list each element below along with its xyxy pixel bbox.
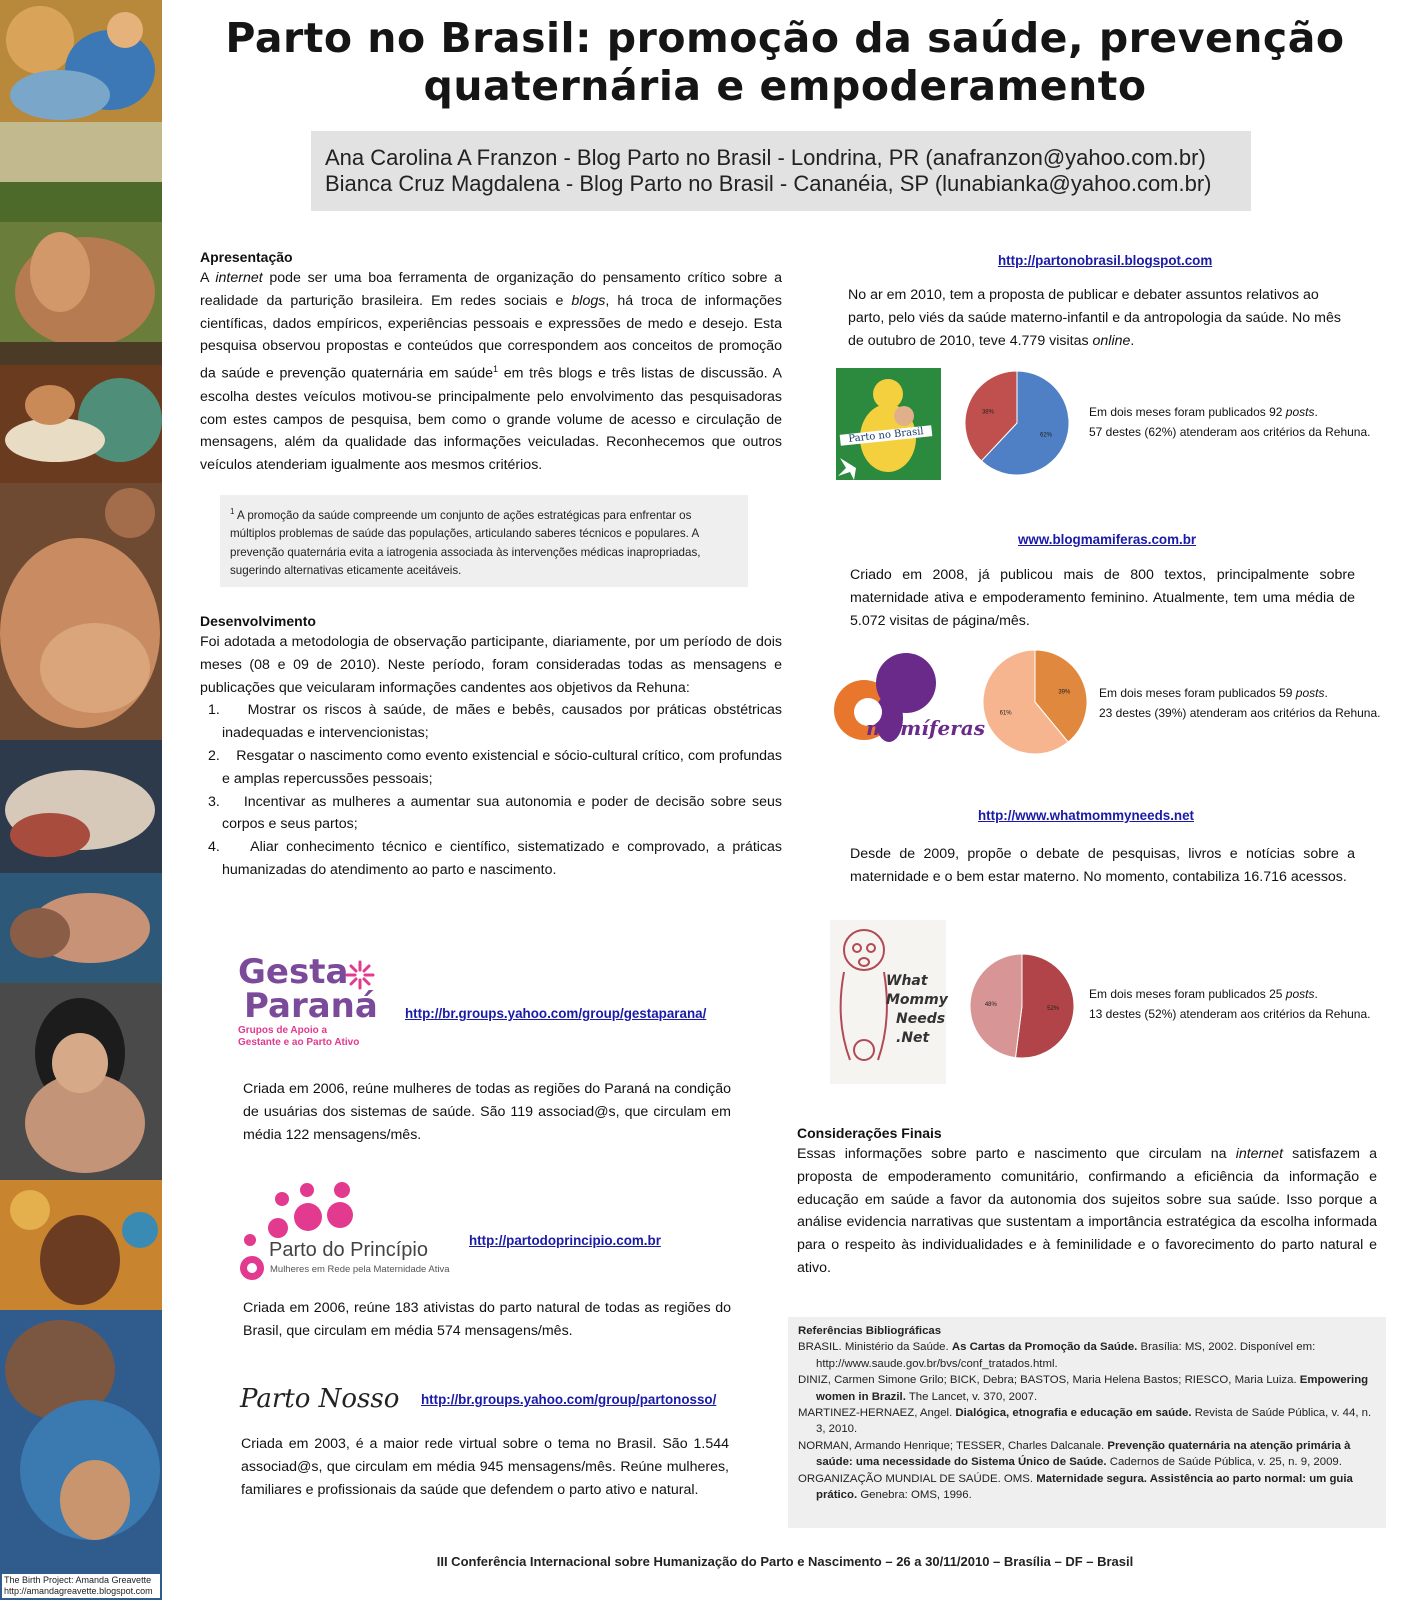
list-item: 4. Aliar conhecimento técnico e científico, sistematizado e comprovado, a práticas humanizadas do atendimento ao parto e nascimento. <box>208 839 782 878</box>
artwork-strip <box>0 0 162 1600</box>
parto-no-brasil-logo: Parto no Brasil <box>836 368 941 480</box>
painting-panel <box>0 1310 162 1600</box>
logo-tagline: Grupos de Apoio a <box>238 1025 328 1036</box>
references-box <box>788 1317 1386 1528</box>
pie-data-label: 39% <box>1058 689 1071 696</box>
gesta-parana-text: Criada em 2006, reúne mulheres de todas as regiões do Paraná na condição de usuárias dos sistemas de saúde. São 119 associad@s, que circulam em média 122 mensagens/mês. <box>243 1081 731 1143</box>
painting-panel <box>0 740 162 873</box>
footnote-box: $^1$ A promoção da saúde compreende um conjunto de ações estratégicas para enfrentar os múltiplos problemas de saúde das populações, articulando saberes técnicos e populares. A prevenção quaternária evita a iatrogenia associada às intervenções médicas inapropriadas, sugerindo alternativas eticamente aceitáveis. <box>220 495 748 587</box>
list-item: 2. Resgatar o nascimento como evento existencial e sócio-cultural crítico, com profundas e amplas repercussões pessoais; <box>208 747 782 787</box>
pie-data-label: 62% <box>1040 432 1053 439</box>
whatmommyneeds-link[interactable]: http://www.whatmommyneeds.net <box>978 808 1195 823</box>
whatmommyneeds-text: Desde de 2009, propõe o debate de pesquisas, livros e notícias sobre a maternidade e o bem estar materno. No momento, contabiliza 16.716 acessos. <box>850 846 1355 885</box>
mamiferas-caption: Em dois meses foram publicados 59 posts. 23 destes (39%) atenderam aos critérios da Rehuna. <box>1099 686 1381 720</box>
title-line-1: Parto no Brasil: promoção da saúde, prevenção <box>225 14 1345 62</box>
gesta-parana-link[interactable]: http://br.groups.yahoo.com/group/gestaparana/ <box>405 1006 707 1021</box>
parto-do-principio-logo-text: Parto do Princípio <box>269 1239 428 1261</box>
list-item: 1. Mostrar os riscos à saúde, de mães e bebês, causados por práticas obstétricas inadequadas e intervencionistas; <box>208 702 782 742</box>
pie-data-label: 61% <box>999 710 1012 717</box>
conference-footer: III Conferência Internacional sobre Humanização do Parto e Nascimento – 26 a 30/11/2010 – Brasília – DF – Brasil <box>436 1554 1134 1569</box>
mamiferas-logo: mamíferas <box>834 648 974 748</box>
credit-url: http://amandagreavette.blogspot.com <box>4 1586 153 1596</box>
consideracoes-section <box>797 1123 1377 1280</box>
poster-title <box>200 14 1370 110</box>
whatmommyneeds-caption: Em dois meses foram publicados 25 posts. 13 destes (52%) atenderam aos critérios da Rehuna. <box>1089 987 1371 1021</box>
section-heading: Considerações Finais <box>797 1125 942 1141</box>
desenvolvimento-intro: Foi adotada a metodologia de observação participante, diariamente, por um período de dois meses (08 e 09 de 2010). Neste período, foram consideradas todas as mensagens e publicações que veicularam informações candentes aos objetivos da Rehuna: <box>200 634 782 696</box>
pie-chart-2 <box>981 648 1089 756</box>
apresentacao-text: A internet pode ser uma boa ferramenta de organização do pensamento crítico sobre a realidade da parturição brasileira. Em redes sociais e blogs, há troca de informações científicas, dados empíricos, experiências pessoais e expressões de medo e desejo. Esta pesquisa observou propostas e conteúdos que correspondem aos conceitos de promoção da saúde e prevenção quaternária em saúde$^1$ em três blogs e três listas de discussão. A escolha destes veículos motivou-se principalmente pelo envolvimento das pesquisadoras com estes campos de pesquisa, bem como o grande volume de acesso e circulação de mensagens, além da qualidade das informações veiculadas. Reconhecemos que outros veículos atenderiam igualmente aos mesmos critérios. <box>200 270 783 474</box>
reference-item: BRASIL. Ministério da Saúde. As Cartas da Promoção da Saúde. Brasília: MS, 2002. Disponível em: http://www.saude.gov.br/bvs/conf_tratados.html. <box>798 1341 1316 1370</box>
title-line-2: quaternária e empoderamento <box>423 62 1147 110</box>
desenvolvimento-section <box>200 611 782 882</box>
flower-icon <box>345 960 375 990</box>
painting-panel <box>0 122 162 365</box>
list-item: 3. Incentivar as mulheres a aumentar sua autonomia e poder de decisão sobre seus corpos e seus partos; <box>208 793 782 833</box>
mamiferas-link[interactable]: www.blogmamiferas.com.br <box>1018 532 1197 547</box>
consideracoes-text: Essas informações sobre parto e nascimento que circulam na internet satisfazem a proposta de empoderamento comunitário, confirmando a eficiência da informação e educação em saúde a favor da autonomia dos sujeitos sobre sua saúde. Isso porque a análise evidencia narrativas que sustentam a importância estratégica da escolha informada para o respeito às individualidades e à feminilidade e o favorecimento do parto natural e ativo. <box>797 1146 1377 1276</box>
parto-nosso-link[interactable]: http://br.groups.yahoo.com/group/partonosso/ <box>421 1392 717 1407</box>
author-line-2: Bianca Cruz Magdalena - Blog Parto no Brasil - Cananéia, SP (lunabianka@yahoo.com.br) <box>325 171 1212 196</box>
logo-text: Paraná <box>244 986 378 1026</box>
pie-slice <box>1015 954 1074 1058</box>
painting-panel <box>0 983 162 1180</box>
painting-panel <box>0 873 162 983</box>
parto-nosso-text: Criada em 2003, é a maior rede virtual sobre o tema no Brasil. São 1.544 associad@s, que circulam em média 945 mensagens/mês. Reúne mulheres, familiares e profissionais da saúde que defendem o parto ativo e natural. <box>241 1436 729 1498</box>
reference-item: ORGANIZAÇÃO MUNDIAL DE SAÚDE. OMS. Maternidade segura. Assistência ao parto normal: um guia prático. Genebra: OMS, 1996. <box>798 1472 1353 1502</box>
parto-no-brasil-text: No ar em 2010, tem a proposta de publicar e debater assuntos relativos ao parto, pelo viés da saúde materno-infantil e da antropologia da saúde. No mês de outubro de 2010, teve 4.779 visitas online. <box>848 287 1341 349</box>
painting-panel <box>0 0 162 122</box>
credit-line: The Birth Project: Amanda Greavette <box>4 1575 152 1585</box>
parto-no-brasil-link[interactable]: http://partonobrasil.blogspot.com <box>998 253 1213 268</box>
parto-do-principio-link[interactable]: http://partodoprincipio.com.br <box>469 1233 661 1248</box>
reference-item: MARTINEZ-HERNAEZ, Angel. Dialógica, etnografia e educação em saúde. Revista de Saúde Pública, v. 44, n. 3, 2010. <box>798 1407 1372 1436</box>
pie-data-label: 38% <box>981 409 994 416</box>
apresentacao-section <box>200 247 782 477</box>
mamiferas-text: Criado em 2008, já publicou mais de 800 textos, principalmente sobre maternidade ativa e empoderamento feminino. Atualmente, tem uma média de 5.072 visitas de página/mês. <box>850 567 1355 629</box>
mother-baby-icon <box>836 368 941 480</box>
references-heading: Referências Bibliográficas <box>798 1325 942 1337</box>
whatmommyneeds-logo: What Mommy Needs .Net <box>830 920 946 1084</box>
section-heading: Apresentação <box>200 249 293 265</box>
authors-box <box>311 131 1251 211</box>
pie-data-label: 48% <box>984 1002 997 1009</box>
author-line-1: Ana Carolina A Franzon - Blog Parto no Brasil - Londrina, PR (anafranzon@yahoo.com.br) <box>325 145 1206 170</box>
parto-no-brasil-caption: Em dois meses foram publicados 92 posts. 57 destes (62%) atenderam aos critérios da Rehuna. <box>1089 405 1371 439</box>
objectives-list <box>200 699 782 881</box>
reference-item: DINIZ, Carmen Simone Grilo; BICK, Debra; BASTOS, Maria Helena Bastos; RIESCO, Maria Luiza. Empowering women in Brazil. The Lancet, v. 370, 2007. <box>798 1374 1369 1403</box>
painting-panel <box>0 365 162 483</box>
parto-nosso-logo-text: Parto Nosso <box>240 1384 400 1414</box>
parto-do-principio-text: Criada em 2006, reúne 183 ativistas do parto natural de todas as regiões do Brasil, que circulam em média 574 mensagens/mês. <box>243 1300 731 1339</box>
logo-tagline: Gestante e ao Parto Ativo <box>238 1037 360 1048</box>
parto-do-principio-tagline: Mulheres em Rede pela Maternidade Ativa <box>270 1264 450 1275</box>
painting-panel <box>0 1180 162 1310</box>
pie-data-label: 52% <box>1047 1005 1060 1012</box>
reference-item: NORMAN, Armando Henrique; TESSER, Charles Dalcanale. Prevenção quaternária na atenção primária à saúde: uma necessidade do Sistema Único de Saúde. Cadernos de Saúde Pública, v. 25, n. 9, 2009. <box>798 1439 1351 1469</box>
logo-text: Gesta <box>238 955 349 992</box>
section-heading: Desenvolvimento <box>200 613 316 629</box>
painting-panel <box>0 483 162 740</box>
pie-chart-3 <box>968 952 1076 1060</box>
pie-chart-1 <box>963 369 1071 477</box>
artwork-credit <box>2 1574 160 1598</box>
